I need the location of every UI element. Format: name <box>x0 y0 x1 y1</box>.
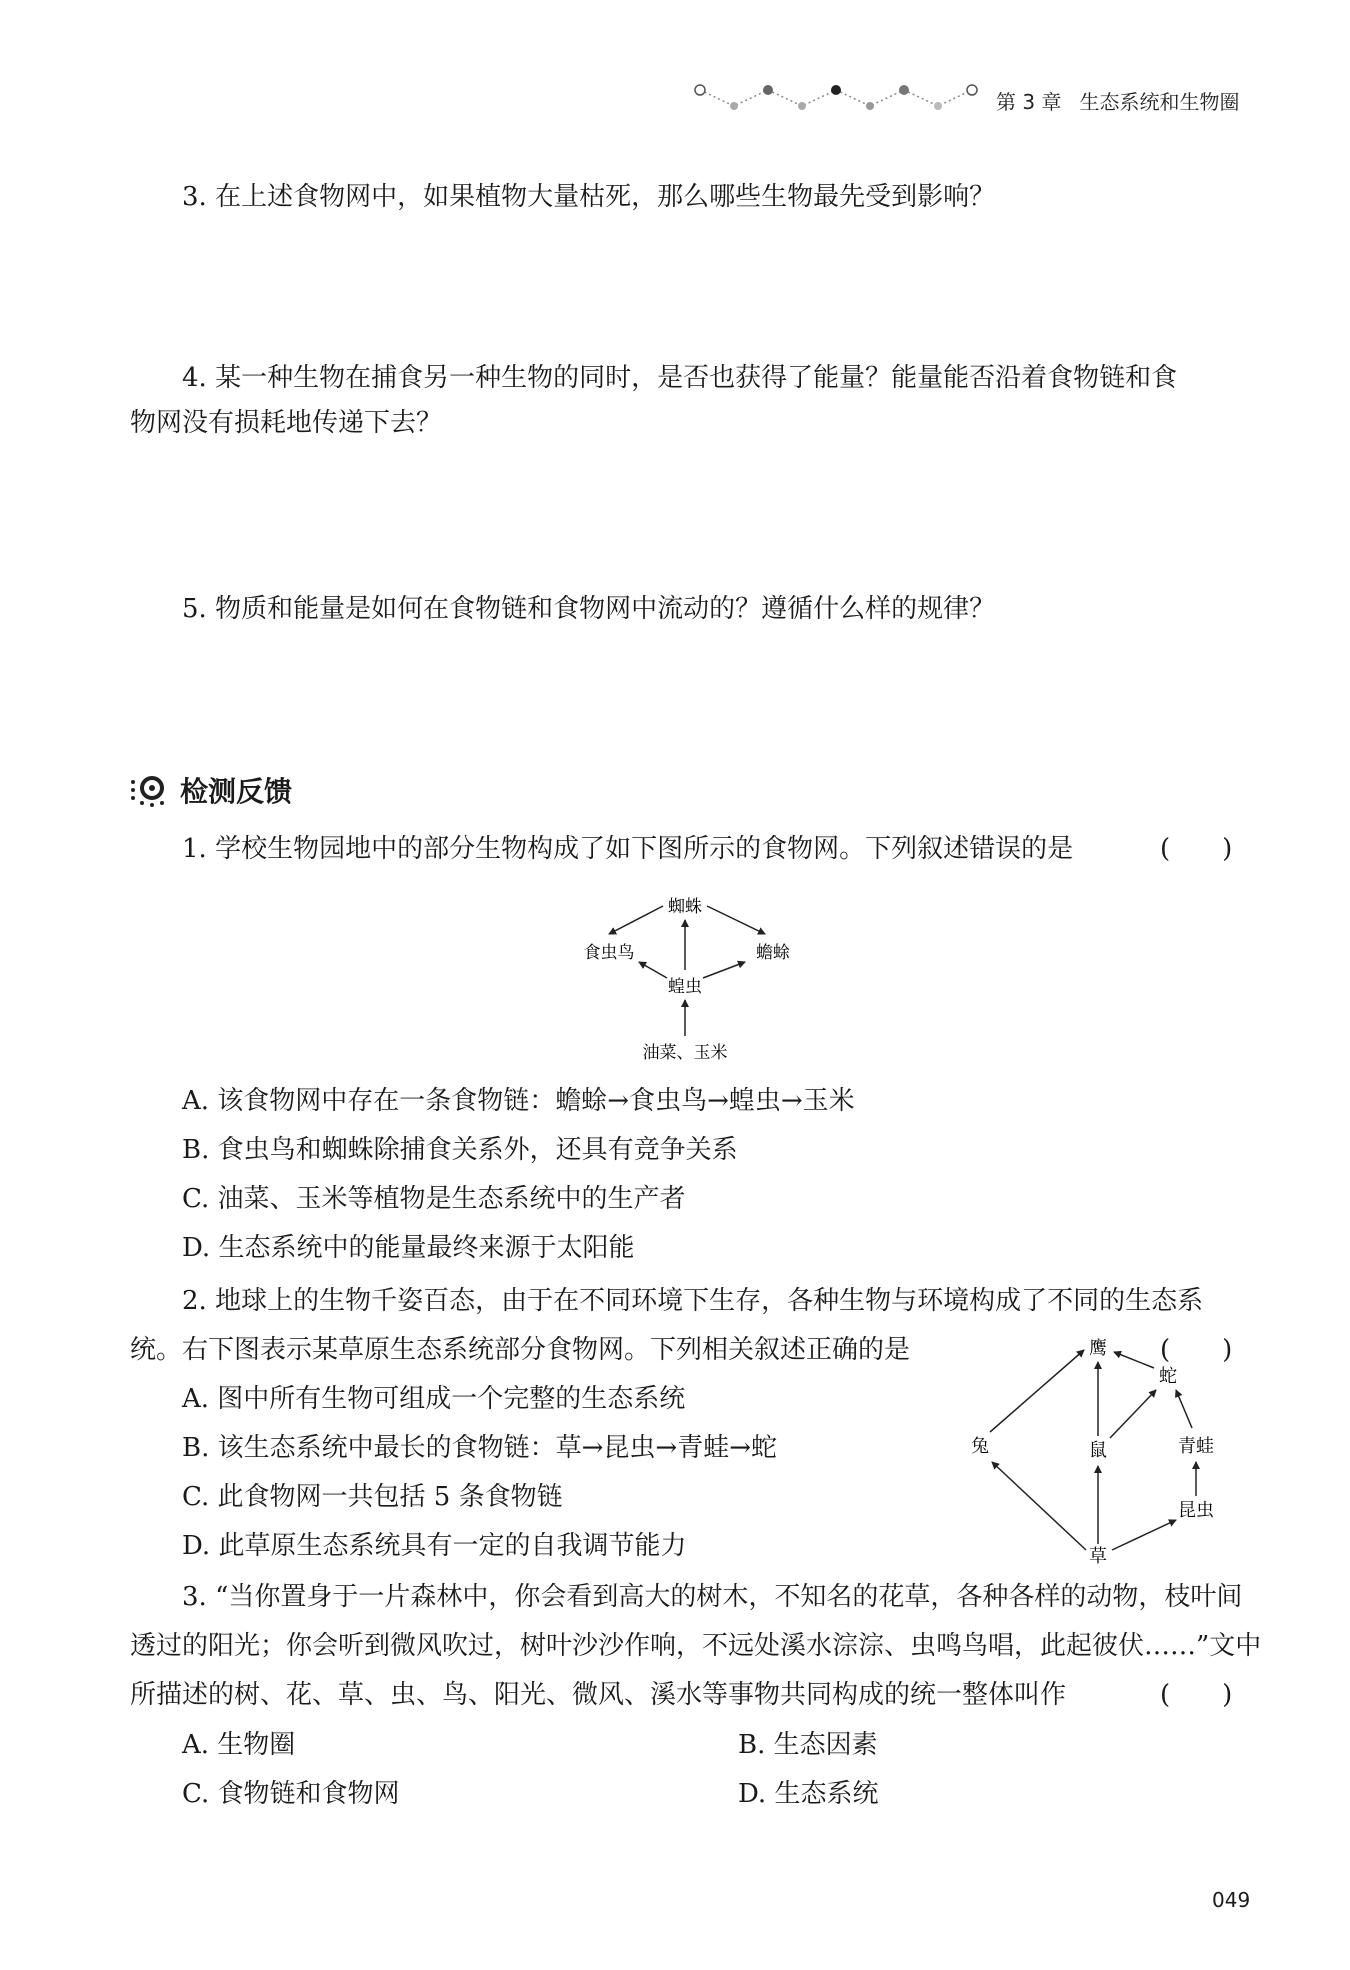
node-snake: 蛇 <box>1159 1366 1177 1387</box>
exercise-2-answer-bracket: ( ) <box>1160 1335 1233 1365</box>
arrow-spider-to-bird <box>609 906 663 934</box>
arrow-spider-to-toad <box>707 906 765 934</box>
node-spider: 蜘蛛 <box>668 897 702 917</box>
arrow-locust-to-toad <box>703 962 745 978</box>
question-5: 5. 物质和能量是如何在食物链和食物网中流动的？遵循什么样的规律？ <box>182 594 996 624</box>
arrow-frog-to-snake <box>1176 1390 1192 1428</box>
node-rapeseed-corn: 油菜、玉米 <box>642 1043 728 1063</box>
node-grass: 草 <box>1089 1546 1107 1567</box>
question-4-line2: 物网没有损耗地传递下去？ <box>130 408 443 438</box>
magnifier-icon <box>130 772 170 808</box>
node-locust: 蝗虫 <box>668 977 702 997</box>
arrow-mouse-to-snake <box>1110 1390 1156 1438</box>
exercise-1-option-d: D. 生态系统中的能量最终来源于太阳能 <box>182 1233 635 1263</box>
exercise-2-option-b: B. 该生态系统中最长的食物链：草→昆虫→青蛙→蛇 <box>182 1433 777 1463</box>
arrow-grass-to-rabbit <box>992 1462 1086 1550</box>
node-eagle: 鹰 <box>1089 1338 1107 1359</box>
exercise-3-option-b: B. 生态因素 <box>738 1730 878 1760</box>
exercise-3-option-c: C. 食物链和食物网 <box>182 1779 400 1809</box>
arrow-locust-to-bird <box>639 962 667 978</box>
exercise-3-answer-bracket: ( ) <box>1160 1680 1233 1710</box>
node-toad: 蟾蜍 <box>756 943 790 963</box>
food-web-diagram-1 <box>555 890 815 1070</box>
food-web-diagram-2 <box>950 1328 1240 1578</box>
exercise-2-stem-line2: 统。右下图表示某草原生态系统部分食物网。下列相关叙述正确的是 <box>130 1335 911 1365</box>
exercise-3-option-a: A. 生物圈 <box>182 1730 296 1760</box>
exercise-1-answer-bracket: ( ) <box>1160 834 1233 864</box>
node-insect: 昆虫 <box>1178 1500 1214 1521</box>
node-frog: 青蛙 <box>1178 1436 1214 1457</box>
section-heading <box>130 770 292 810</box>
arrow-grass-to-insect <box>1112 1520 1176 1550</box>
node-mouse: 鼠 <box>1089 1440 1107 1461</box>
question-4-line1: 4. 某一种生物在捕食另一种生物的同时，是否也获得了能量？能量能否沿着食物链和食 <box>182 363 1178 393</box>
page-number: 049 <box>1212 1888 1251 1912</box>
chapter-number: 第 3 章 <box>996 90 1062 114</box>
exercise-3-option-d: D. 生态系统 <box>738 1779 879 1809</box>
arrow-rabbit-to-eagle <box>990 1350 1084 1432</box>
chapter-header <box>996 86 1239 115</box>
exercise-3-stem-line2: 透过的阳光；你会听到微风吹过，树叶沙沙作响，不远处溪水淙淙、虫鸣鸟唱，此起彼伏……”文中 <box>130 1631 1262 1661</box>
arrow-snake-to-eagle <box>1114 1352 1154 1368</box>
exercise-3-stem-line3: 所描述的树、花、草、虫、鸟、阳光、微风、溪水等事物共同构成的统一整体叫作 <box>130 1680 1067 1710</box>
exercise-1-option-c: C. 油菜、玉米等植物是生态系统中的生产者 <box>182 1184 686 1214</box>
exercise-1-stem: 1. 学校生物园地中的部分生物构成了如下图所示的食物网。下列叙述错误的是 <box>182 834 1074 864</box>
chapter-title: 生态系统和生物圈 <box>1079 90 1240 114</box>
exercise-2-option-a: A. 图中所有生物可组成一个完整的生态系统 <box>182 1384 686 1414</box>
exercise-2-option-c: C. 此食物网一共包括 5 条食物链 <box>182 1482 563 1512</box>
exercise-3-stem-line1: 3. “当你置身于一片森林中，你会看到高大的树木，不知名的花草，各种各样的动物，枝叶间 <box>182 1582 1243 1612</box>
exercise-2-stem-line1: 2. 地球上的生物千姿百态，由于在不同环境下生存，各种生物与环境构成了不同的生态系 <box>182 1286 1204 1316</box>
node-rabbit: 兔 <box>971 1436 989 1457</box>
exercise-1-option-b: B. 食虫鸟和蜘蛛除捕食关系外，还具有竞争关系 <box>182 1135 738 1165</box>
node-insectivorous-bird: 食虫鸟 <box>583 943 635 963</box>
question-3: 3. 在上述食物网中，如果植物大量枯死，那么哪些生物最先受到影响？ <box>182 182 996 212</box>
exercise-1-option-a: A. 该食物网中存在一条食物链：蟾蜍→食虫鸟→蝗虫→玉米 <box>182 1086 855 1116</box>
section-title: 检测反馈 <box>180 775 293 808</box>
header-decoration <box>692 78 982 114</box>
exercise-2-option-d: D. 此草原生态系统具有一定的自我调节能力 <box>182 1531 687 1561</box>
